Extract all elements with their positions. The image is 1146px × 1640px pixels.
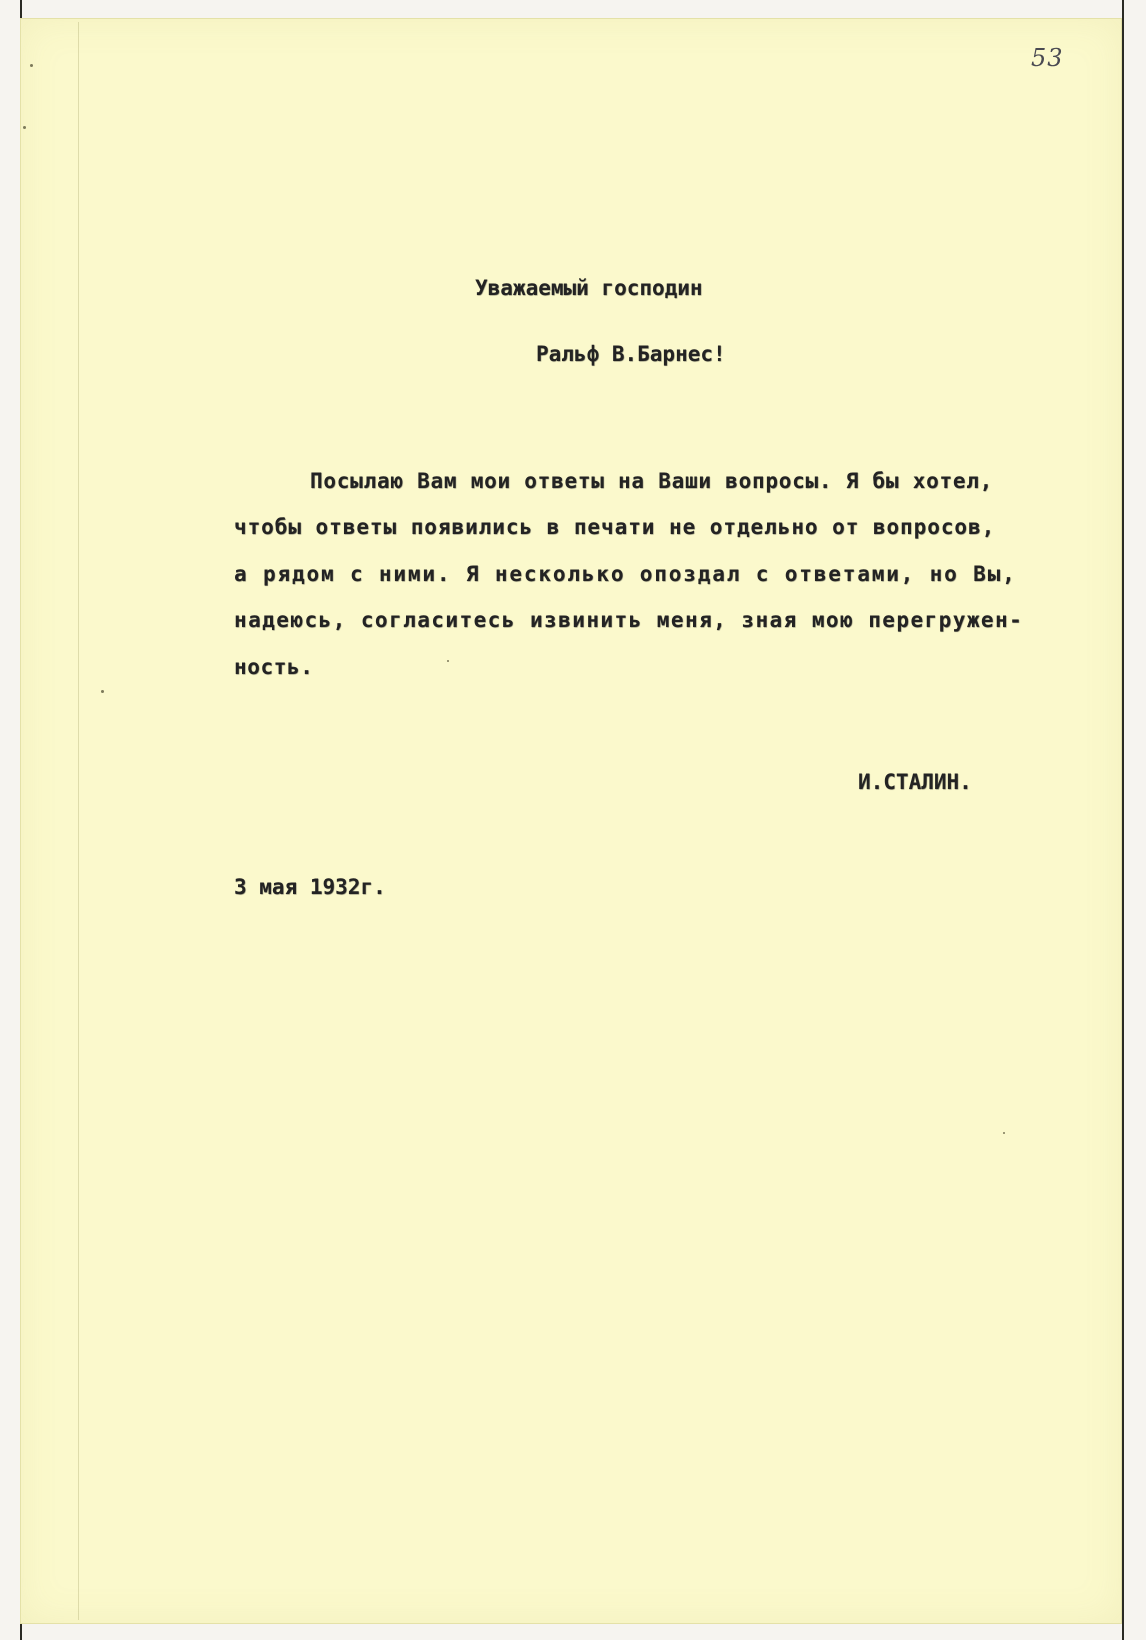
signature: И.СТАЛИН. <box>858 770 972 794</box>
letter-page <box>20 18 1122 1624</box>
paper-speck <box>101 690 104 693</box>
body-line-1: Посылаю Вам мои ответы на Ваши вопросы. Я бы хотел, <box>310 469 994 493</box>
paper-speck <box>447 660 449 662</box>
body-line-4: надеюсь, согласитесь извинить меня, зная мою перегружен- <box>234 608 1024 632</box>
body-line-5: ность. <box>234 655 314 679</box>
paper-speck <box>23 126 26 129</box>
salutation-line-1: Уважаемый господин <box>475 276 703 300</box>
page-crease <box>78 22 79 1620</box>
body-line-2: чтобы ответы появились в печати не отдельно от вопросов, <box>234 515 996 539</box>
paper-speck <box>1003 1132 1005 1134</box>
body-line-3: а рядом с ними. Я несколько опоздал с ответами, но Вы, <box>234 562 1017 586</box>
scan-edge-right <box>1122 0 1124 1640</box>
paper-speck <box>30 64 33 67</box>
folio-number: 53 <box>1031 44 1064 72</box>
salutation-line-2: Ральф В.Барнес! <box>536 342 726 366</box>
letter-date: 3 мая 1932г. <box>234 875 386 899</box>
